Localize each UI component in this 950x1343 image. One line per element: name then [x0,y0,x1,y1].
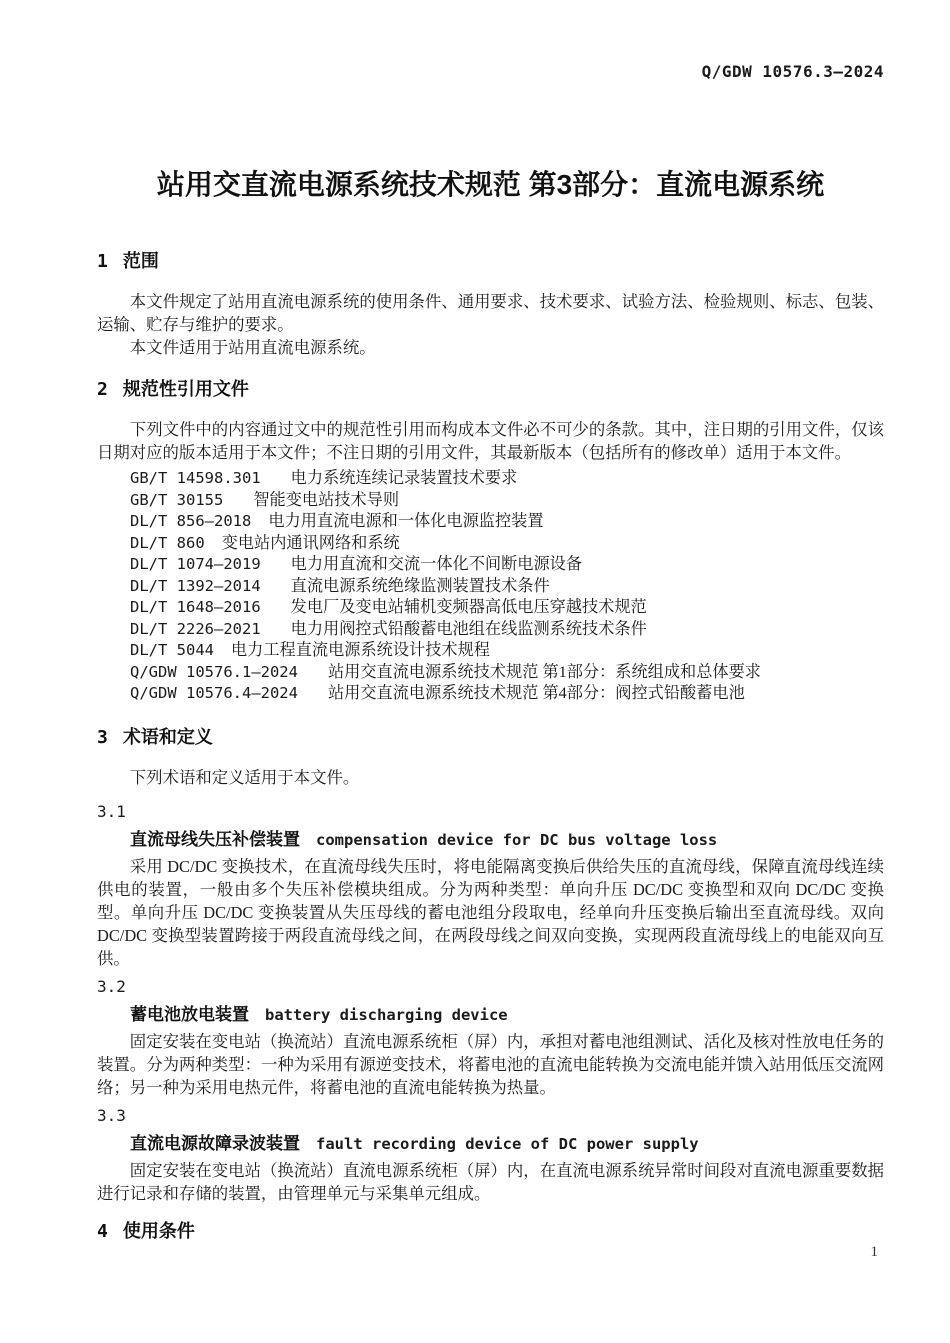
reference-title: 站用交直流电源系统技术规范 第1部分：系统组成和总体要求 [327,662,761,681]
section-label: 使用条件 [122,1220,195,1241]
section-label: 术语和定义 [122,726,213,747]
reference-item [130,662,884,684]
reference-code: DL/T 5044 [130,641,214,659]
reference-code: GB/T 30155 [130,490,224,509]
reference-item [130,490,884,512]
reference-title: 电力工程直流电源系统设计技术规程 [231,641,490,659]
term-definition: 固定安装在变电站（换流站）直流电源系统柜（屏）内，承担对蓄电池组测试、活化及核对性放电任务的装置。分为两种类型：一种为采用有源逆变技术，将蓄电池的直流电能转换为交流电能并馈入站用低压交流网络；另一种为采用电热元件，将蓄电池的直流电能转换为热量。 [97,1031,884,1097]
term-number: 3.1 [97,801,126,821]
term-number: 3.2 [97,976,126,996]
term-definition: 固定安装在变电站（换流站）直流电源系统柜（屏）内，在直流电源系统异常时间段对直流电源重要数据进行记录和存储的装置，由管理单元与采集单元组成。 [97,1160,884,1203]
section-number: 1 [97,251,108,272]
reference-item [130,468,884,490]
references-intro: 下列文件中的内容通过文中的规范性引用而构成本文件必不可少的条款。其中，注日期的引用文件，仅该日期对应的版本适用于本文件；不注日期的引用文件，其最新版本（包括所有的修改单）适用于本文件。 [97,420,884,462]
term-name-en: compensation device for DC bus voltage loss [316,830,718,849]
section-heading-scope [97,249,884,274]
reference-code: DL/T 856—2018 [130,512,252,530]
section-heading-conditions [97,1219,884,1244]
reference-item [130,533,884,555]
term-heading [97,1003,884,1028]
reference-title: 电力系统连续记录装置技术要求 [290,469,518,487]
term-name-zh: 直流电源故障录波装置 [130,1133,300,1153]
terms-intro: 下列术语和定义适用于本文件。 [129,767,360,787]
section-heading-references [97,377,884,402]
standard-number: Q/GDW 10576.3—2024 [701,62,884,81]
reference-code: DL/T 1648—2016 [130,598,261,616]
reference-item [130,619,884,641]
section-scope [97,249,884,359]
section-label: 规范性引用文件 [122,379,249,399]
term-name-zh: 蓄电池放电装置 [130,1004,249,1024]
section-number: 2 [97,379,108,400]
reference-item [130,511,884,533]
reference-title: 直流电源系统绝缘监测装置技术条件 [290,576,550,595]
scope-paragraph-2: 本文件适用于站用直流电源系统。 [129,338,376,357]
reference-code: Q/GDW 10576.4—2024 [130,684,298,702]
term-definition: 采用 DC/DC 变换技术，在直流母线失压时，将电能隔离变换后供给失压的直流母线，保障直流母线连续供电的装置，一般由多个失压补偿模块组成。分为两种类型：单向升压 DC/DC 变换型和双向 DC/DC 变换型。单向升压 DC/DC 变换装置从失压母线的蓄电池组分段取电，经单向升压变换后输出至直流母线。双向 DC/DC 变换型装置跨接于两段直流母线之间，在两段母线之间双向变换，实现两段直流母线上的电能双向互供。 [97,856,884,968]
section-label: 范围 [122,251,159,271]
reference-item [130,640,884,662]
document-title: 站用交直流电源系统技术规范 第3部分：直流电源系统 [156,169,825,200]
page-number: 1 [870,1244,878,1260]
term-entry-3-1 [97,801,884,970]
section-normative-references [97,377,884,705]
term-entry-3-2 [97,976,884,1099]
term-heading [97,828,884,853]
section-number: 4 [97,1220,108,1242]
reference-title: 智能变电站技术导则 [253,490,400,509]
reference-item [130,683,884,705]
reference-item [130,554,884,576]
reference-code: GB/T 14598.301 [130,469,261,487]
term-name-en: battery discharging device [265,1005,508,1024]
reference-code: DL/T 2226—2021 [130,619,261,638]
reference-item [130,597,884,619]
section-heading-terms [97,725,884,750]
term-heading [97,1132,884,1157]
reference-code: DL/T 860 [130,533,205,552]
reference-title: 变电站内通讯网络和系统 [221,533,400,552]
term-number: 3.3 [97,1105,126,1125]
reference-list [97,468,884,705]
reference-title: 电力用阀控式铅酸蓄电池组在线监测系统技术条件 [290,619,647,638]
scope-paragraph-1: 本文件规定了站用直流电源系统的使用条件、通用要求、技术要求、试验方法、检验规则、标志、包装、运输、贮存与维护的要求。 [97,292,884,334]
term-entry-3-3 [97,1105,884,1205]
term-name-en: fault recording device of DC power supply [316,1134,699,1153]
reference-title: 发电厂及变电站辅机变频器高低电压穿越技术规范 [290,598,647,616]
term-name-zh: 直流母线失压补偿装置 [130,829,300,849]
reference-item [130,576,884,598]
reference-code: DL/T 1392—2014 [130,576,261,595]
section-terms-definitions [97,725,884,1205]
reference-code: Q/GDW 10576.1—2024 [130,662,298,681]
reference-title: 电力用直流和交流一体化不间断电源设备 [290,555,583,573]
reference-code: DL/T 1074—2019 [130,555,261,573]
page-header [97,62,884,83]
reference-title: 站用交直流电源系统技术规范 第4部分：阀控式铅酸蓄电池 [327,684,745,702]
reference-title: 电力用直流电源和一体化电源监控装置 [268,512,544,530]
section-operating-conditions [97,1219,884,1244]
section-number: 3 [97,726,108,748]
